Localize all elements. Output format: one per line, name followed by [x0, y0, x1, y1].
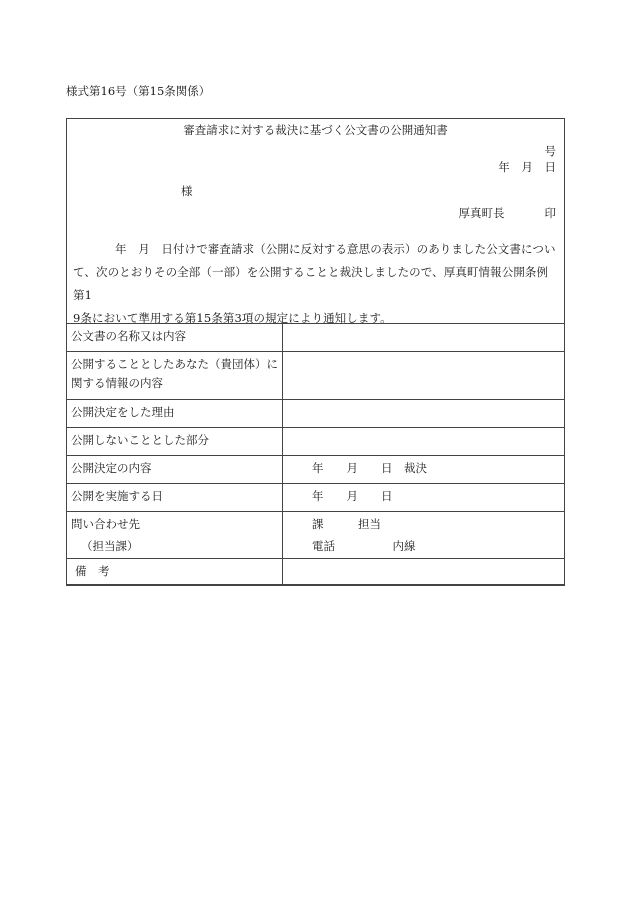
- notice-details-table: [66, 323, 565, 586]
- notice-body-text: [73, 238, 558, 330]
- notice-document: [66, 118, 565, 585]
- document-date-line: 年 月 日: [498, 160, 556, 174]
- table-row: [67, 400, 565, 428]
- issuer-line: [459, 205, 557, 221]
- body-line-2: て、次のとおりその全部（一部）を公開することと裁決しましたので、厚真町情報公開条例第1: [73, 265, 549, 302]
- form-number-label: 様式第16号（第15条関係）: [66, 84, 211, 98]
- row-value-undisclosed-part: [283, 428, 565, 456]
- table-row: [67, 324, 565, 352]
- row-label-reason: 公開決定をした理由: [67, 400, 283, 428]
- addressee-suffix: 様: [181, 184, 193, 198]
- row-label-remarks: 備 考: [67, 559, 283, 586]
- row-value-implementation-date: 年 月 日: [283, 484, 565, 512]
- row-label-contact: 問い合わせ先 （担当課）: [67, 512, 283, 559]
- table-row: [67, 559, 565, 586]
- row-value-document-name: [283, 324, 565, 352]
- issuer-name: 厚真町長: [458, 206, 505, 220]
- table-row: [67, 484, 565, 512]
- row-value-remarks: [283, 559, 565, 586]
- row-label-disclosed-info: 公開することとしたあなた（貴団体）に 関する情報の内容: [67, 352, 283, 400]
- table-row: [67, 428, 565, 456]
- body-line-1-text: 年 月 日付けで審査請求（公開に反対する意思の表示）のありました公文書につい: [115, 242, 556, 256]
- seal-mark: 印: [544, 206, 556, 220]
- document-number-label: 号: [544, 144, 556, 158]
- table-row: [67, 352, 565, 400]
- row-label-decision-content: 公開決定の内容: [67, 456, 283, 484]
- body-line-3: 9条において準用する第15条第3項の規定により通知します。: [73, 311, 392, 325]
- document-title: 審査請求に対する裁決に基づく公文書の公開通知書: [183, 123, 448, 137]
- table-row: [67, 512, 565, 559]
- row-value-reason: [283, 400, 565, 428]
- table-row: [67, 456, 565, 484]
- row-value-disclosed-info: [283, 352, 565, 400]
- row-label-undisclosed-part: 公開しないこととした部分: [67, 428, 283, 456]
- row-label-document-name: 公文書の名称又は内容: [67, 324, 283, 352]
- row-value-decision-content: 年 月 日 裁決: [283, 456, 565, 484]
- row-label-implementation-date: 公開を実施する日: [67, 484, 283, 512]
- body-line-1: [73, 238, 558, 261]
- row-value-contact: 課 担当 電話 内線: [283, 512, 565, 559]
